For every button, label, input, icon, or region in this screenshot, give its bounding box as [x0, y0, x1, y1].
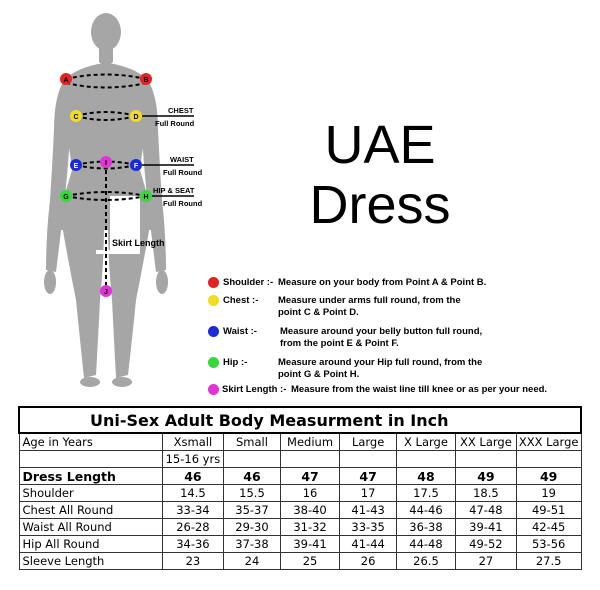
- table-cell: 49: [516, 468, 581, 485]
- table-cell: 38-40: [280, 502, 340, 519]
- table-cell: 47: [280, 468, 340, 485]
- chest-dot-icon: [208, 295, 219, 306]
- table-cell: [19, 451, 162, 468]
- table-row: [19, 468, 581, 485]
- legend-desc: Measure around your Hip full round, from the: [278, 357, 483, 368]
- table-cell: 35-37: [224, 502, 281, 519]
- hip-label: HIP & SEAT: [153, 186, 195, 195]
- skirt-length-label: Skirt Length: [112, 238, 165, 248]
- row-label: Hip All Round: [19, 536, 162, 553]
- hip-dot-icon: [208, 357, 219, 368]
- table-cell: 47-48: [455, 502, 516, 519]
- table-cell: [455, 451, 516, 468]
- svg-text:J: J: [104, 289, 108, 296]
- table-cell: 26.5: [396, 553, 455, 570]
- waist-label: WAIST: [170, 155, 194, 164]
- svg-text:I: I: [105, 160, 107, 167]
- table-cell: 27.5: [516, 553, 581, 570]
- legend-desc-2: point C & Point D.: [278, 307, 359, 318]
- svg-text:D: D: [133, 114, 139, 121]
- table-row: [19, 519, 581, 536]
- table-cell: 46: [224, 468, 281, 485]
- row-label: Waist All Round: [19, 519, 162, 536]
- row-label: Sleeve Length: [19, 553, 162, 570]
- chest-label: CHEST: [168, 106, 194, 115]
- table-cell: 49-52: [455, 536, 516, 553]
- point-e: [70, 159, 82, 171]
- table-header-row: [19, 433, 581, 451]
- table-cell: 26-28: [162, 519, 223, 536]
- header-cell: Age in Years: [19, 433, 162, 451]
- table-cell: 47: [340, 468, 397, 485]
- age-note-row: [19, 451, 581, 468]
- table-cell: 19: [516, 485, 581, 502]
- point-f: [130, 159, 142, 171]
- svg-text:E: E: [73, 163, 79, 170]
- table-cell: 39-41: [280, 536, 340, 553]
- svg-text:F: F: [133, 163, 139, 170]
- table-cell: 16: [280, 485, 340, 502]
- table-cell: 17: [340, 485, 397, 502]
- table-cell: 23: [162, 553, 223, 570]
- point-d: [130, 110, 142, 122]
- shoulder-dot-icon: [208, 277, 219, 288]
- point-g: [60, 190, 72, 202]
- table-cell: [396, 451, 455, 468]
- svg-text:B: B: [143, 77, 149, 84]
- table-title-row: [19, 407, 581, 433]
- point-j: [100, 285, 112, 297]
- title-line-1: UAE: [324, 115, 436, 175]
- hip-sublabel: Full Round: [163, 199, 203, 208]
- table-cell: [340, 451, 397, 468]
- table-row: [19, 485, 581, 502]
- table-cell: 48: [396, 468, 455, 485]
- row-label: Dress Length: [19, 468, 162, 485]
- legend-desc: Measure around your belly button full round,: [280, 326, 483, 337]
- svg-text:H: H: [143, 194, 149, 201]
- header-cell: Small: [224, 433, 281, 451]
- table-row: [19, 502, 581, 519]
- point-c: [70, 110, 82, 122]
- row-label: Shoulder: [19, 485, 162, 502]
- table-cell: 46: [162, 468, 223, 485]
- legend-desc: Measure under arms full round, from the: [278, 295, 461, 306]
- table-cell: 33-34: [162, 502, 223, 519]
- svg-text:A: A: [63, 77, 69, 84]
- table-cell: 44-48: [396, 536, 455, 553]
- legend-desc-2: point G & Point H.: [278, 369, 360, 380]
- legend-label: Shoulder :-: [223, 277, 274, 288]
- waist-sublabel: Full Round: [163, 168, 203, 177]
- size-table: [18, 406, 582, 570]
- svg-text:C: C: [73, 114, 79, 121]
- table-cell: 15.5: [224, 485, 281, 502]
- header-cell: Xsmall: [162, 433, 223, 451]
- legend-label: Hip :-: [223, 357, 248, 368]
- age-note-cell: 15-16 yrs: [162, 451, 223, 468]
- point-a: [60, 73, 72, 85]
- table-cell: [280, 451, 340, 468]
- body-figure: [0, 0, 210, 400]
- legend-desc: Measure on your body from Point A & Point B.: [278, 277, 487, 288]
- table-cell: 24: [224, 553, 281, 570]
- header-cell: Large: [340, 433, 397, 451]
- table-cell: 41-43: [340, 502, 397, 519]
- table-cell: 44-46: [396, 502, 455, 519]
- table-cell: 18.5: [455, 485, 516, 502]
- point-h: [140, 190, 152, 202]
- table-row: [19, 536, 581, 553]
- table-cell: 25: [280, 553, 340, 570]
- point-i: [100, 156, 112, 168]
- table-cell: 49-51: [516, 502, 581, 519]
- header-cell: XXX Large: [516, 433, 581, 451]
- table-row: [19, 553, 581, 570]
- table-cell: 31-32: [280, 519, 340, 536]
- table-cell: 53-56: [516, 536, 581, 553]
- legend-label: Chest :-: [223, 295, 259, 306]
- chest-sublabel: Full Round: [155, 119, 195, 128]
- table-cell: 34-36: [162, 536, 223, 553]
- table-cell: [224, 451, 281, 468]
- table-cell: 26: [340, 553, 397, 570]
- header-cell: XX Large: [455, 433, 516, 451]
- table-cell: 27: [455, 553, 516, 570]
- table-cell: 36-38: [396, 519, 455, 536]
- table-cell: 17.5: [396, 485, 455, 502]
- table-cell: 37-38: [224, 536, 281, 553]
- row-label: Chest All Round: [19, 502, 162, 519]
- waist-dot-icon: [208, 326, 219, 337]
- table-cell: 14.5: [162, 485, 223, 502]
- table-cell: [516, 451, 581, 468]
- table-title: Uni-Sex Adult Body Measurment in Inch: [19, 407, 581, 433]
- header-cell: X Large: [396, 433, 455, 451]
- table-cell: 29-30: [224, 519, 281, 536]
- svg-text:G: G: [63, 194, 69, 201]
- table-cell: 42-45: [516, 519, 581, 536]
- table-cell: 41-44: [340, 536, 397, 553]
- legend-label: Waist :-: [223, 326, 257, 337]
- table-cell: 39-41: [455, 519, 516, 536]
- title-line-2: Dress: [309, 175, 451, 235]
- skirt-dot-icon: [208, 384, 219, 395]
- legend-label: Skirt Length :-: [222, 384, 287, 395]
- table-cell: 33-35: [340, 519, 397, 536]
- point-b: [140, 73, 152, 85]
- header-cell: Medium: [280, 433, 340, 451]
- legend-desc-2: from the point E & Point F.: [280, 338, 399, 349]
- legend-desc: Measure from the waist line till knee or as per your need.: [291, 384, 548, 395]
- table-cell: 49: [455, 468, 516, 485]
